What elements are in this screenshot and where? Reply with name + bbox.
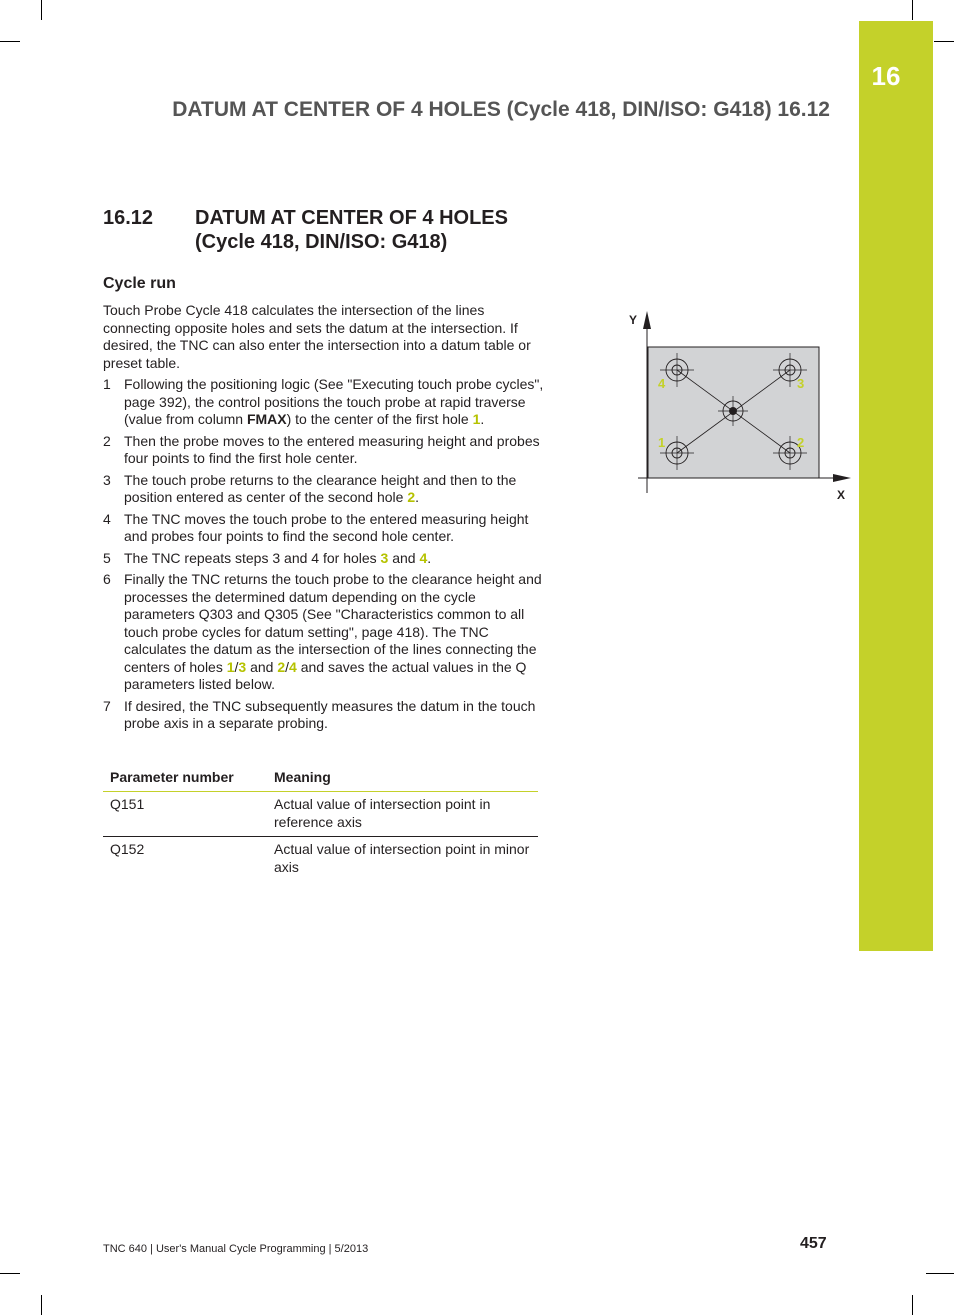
crop-mark bbox=[41, 1295, 42, 1315]
list-item: 6 Finally the TNC returns the touch probe to the clearance height and processes the determined datum depending on the cycle parameters Q303 and Q305 (See "Characteristics common to all touch probe cycles for datum setting", page 418). The TNC calculates the datum as the intersection of the lines connecting the centers of holes 1/3 and 2/4 and saves the actual values in the Q parameters listed below. bbox=[103, 571, 542, 692]
crop-mark bbox=[0, 41, 20, 42]
intro-paragraph: Touch Probe Cycle 418 calculates the intersection of the lines connecting opposite holes and sets the datum at the intersection. If desired, the TNC can also enter the intersection into a datum table or preset table. bbox=[103, 302, 531, 371]
running-head: DATUM AT CENTER OF 4 HOLES (Cycle 418, DIN/ISO: G418) 16.12 bbox=[172, 98, 830, 121]
crop-mark bbox=[912, 0, 913, 20]
chapter-tab bbox=[859, 21, 933, 951]
crop-mark bbox=[0, 1273, 20, 1274]
x-axis-arrow bbox=[833, 474, 851, 482]
parameter-table bbox=[103, 765, 538, 881]
table-cell: Q151 bbox=[103, 792, 267, 837]
x-axis-label: X bbox=[837, 488, 846, 502]
crop-mark bbox=[926, 1273, 954, 1274]
hole-label: 4 bbox=[658, 376, 666, 391]
list-item: 7 If desired, the TNC subsequently measures the datum in the touch probe axis in a separate probing. bbox=[103, 697, 536, 731]
table-cell: Actual value of intersection point in reference axis bbox=[267, 792, 538, 837]
list-item: 3 The touch probe returns to the clearance height and then to the position entered as center of the second hole 2. bbox=[103, 471, 517, 505]
crop-mark bbox=[934, 41, 954, 42]
table-header: Meaning bbox=[267, 765, 538, 792]
hole-label: 2 bbox=[797, 435, 805, 450]
list-item: 1 Following the positioning logic (See "Executing touch probe cycles", page 392), the control positions the touch probe at rapid traverse (value from column FMAX) to the center of the first hole 1. bbox=[103, 376, 544, 427]
table-row bbox=[103, 792, 538, 837]
hole-pattern-figure bbox=[628, 303, 854, 505]
crop-mark bbox=[41, 0, 42, 20]
y-axis-arrow bbox=[643, 311, 651, 329]
y-axis-label: Y bbox=[629, 313, 638, 327]
subsection-title: Cycle run bbox=[103, 275, 176, 292]
chapter-number: 16 bbox=[871, 61, 901, 91]
page-number: 457 bbox=[800, 1235, 827, 1252]
crop-mark bbox=[912, 1295, 913, 1315]
table-row bbox=[103, 837, 538, 882]
steps-list bbox=[103, 376, 548, 737]
list-item: 4 The TNC moves the touch probe to the entered measuring height and probes four points to find the second hole center. bbox=[103, 510, 529, 544]
hole-label: 1 bbox=[658, 435, 666, 450]
hole-label: 3 bbox=[797, 376, 805, 391]
section-title bbox=[103, 206, 573, 254]
section-title-text: DATUM AT CENTER OF 4 HOLES (Cycle 418, DIN/ISO: G418) bbox=[195, 207, 508, 253]
list-item: 2 Then the probe moves to the entered measuring height and probes four points to find the first hole center. bbox=[103, 432, 540, 466]
list-item: 5 The TNC repeats steps 3 and 4 for holes 3 and 4. bbox=[103, 549, 432, 566]
footer-text: TNC 640 | User's Manual Cycle Programming | 5/2013 bbox=[103, 1243, 369, 1255]
table-header: Parameter number bbox=[103, 765, 267, 792]
table-cell: Actual value of intersection point in minor axis bbox=[274, 841, 530, 875]
section-number: 16.12 bbox=[103, 207, 154, 229]
table-cell: Q152 bbox=[110, 841, 145, 857]
